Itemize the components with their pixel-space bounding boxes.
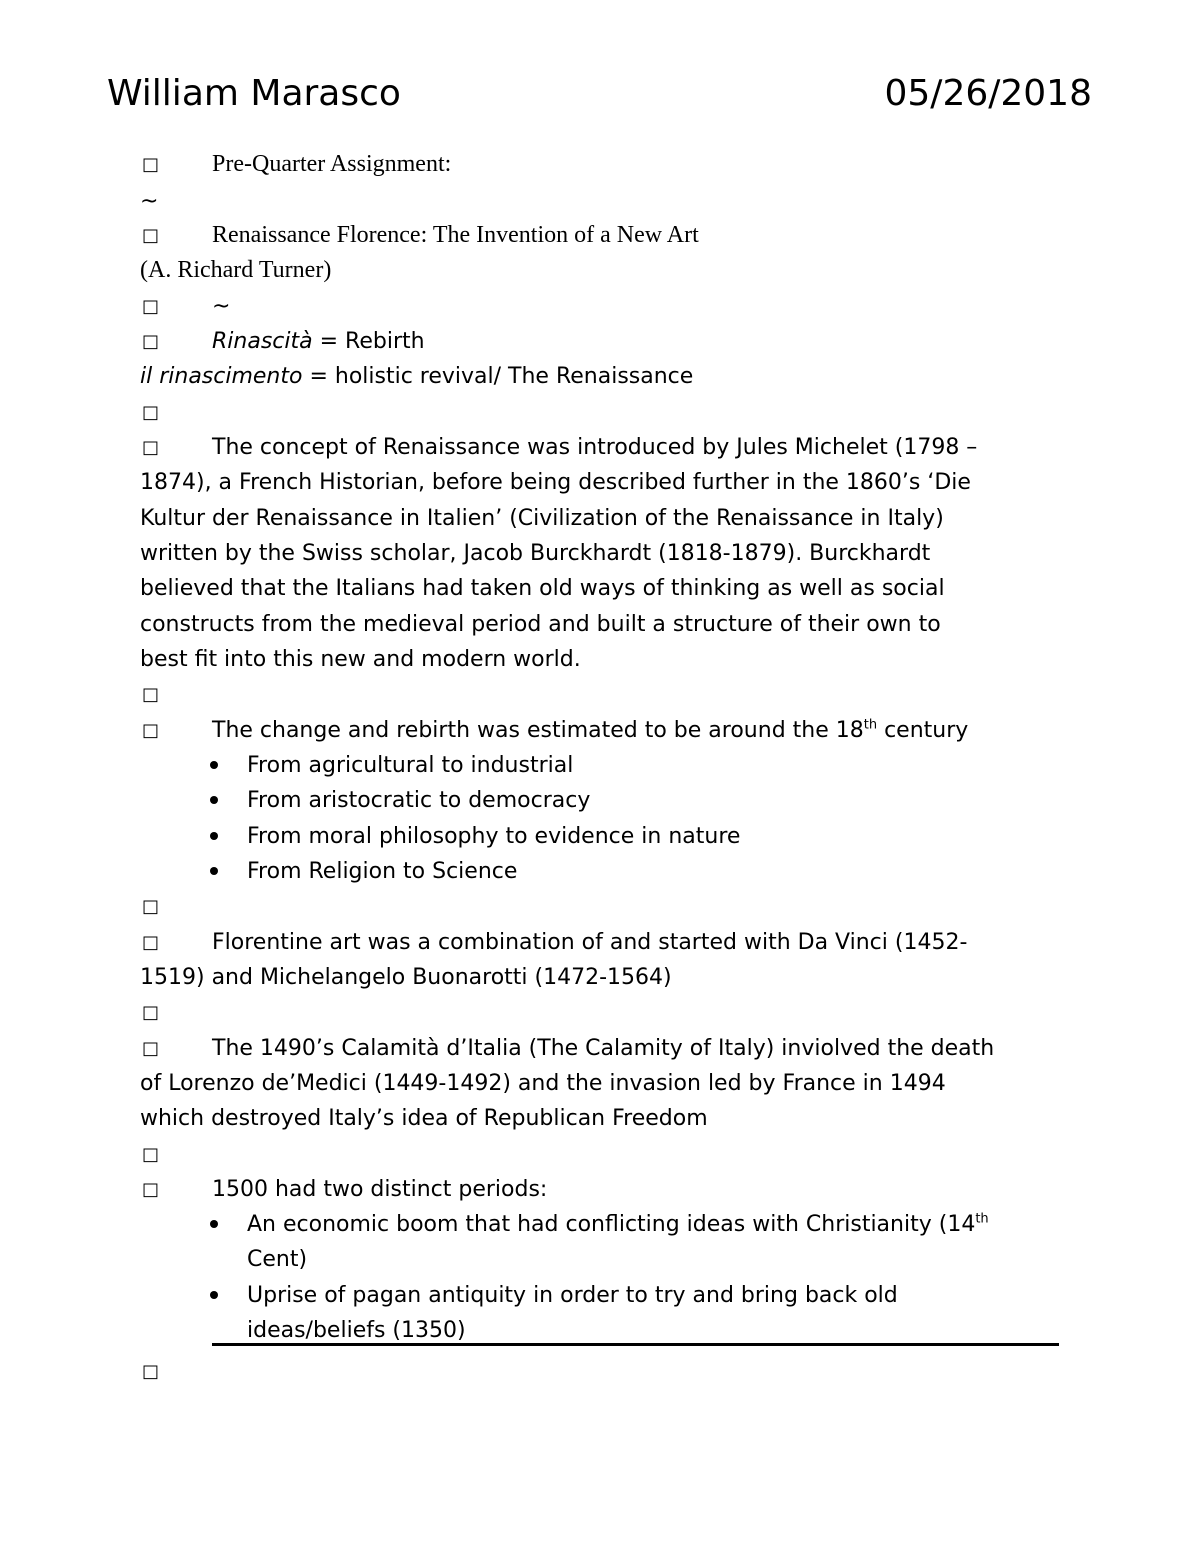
book-title: Renaissance Florence: The Invention of a New Art	[212, 222, 699, 248]
list-item: From Religion to Science	[247, 859, 518, 884]
document-date: 05/26/2018	[884, 73, 1092, 114]
list-item: From agricultural to industrial	[247, 753, 574, 778]
missing-glyph-icon: □	[142, 896, 160, 917]
periods-heading: 1500 had two distinct periods:	[212, 1177, 548, 1202]
change-text: The change and rebirth was estimated to be around the 18	[212, 718, 864, 743]
missing-glyph-icon: □	[142, 1361, 160, 1382]
bullet-icon	[210, 1220, 218, 1228]
missing-glyph-icon: □	[142, 225, 160, 246]
tilde-separator: ~	[140, 189, 159, 214]
tilde-separator: ~	[212, 294, 231, 319]
missing-glyph-icon: □	[142, 154, 160, 175]
author-name: William Marasco	[107, 73, 401, 114]
period-text: An economic boom that had conflicting ideas with Christianity (14	[247, 1212, 976, 1237]
horizontal-rule	[212, 1343, 1059, 1346]
bullet-icon	[210, 1291, 218, 1299]
book-author: (A. Richard Turner)	[140, 257, 332, 283]
calamity-line: which destroyed Italy’s idea of Republican Freedom	[140, 1106, 708, 1131]
bullet-icon	[210, 832, 218, 840]
ordinal-suffix: th	[863, 717, 878, 733]
missing-glyph-icon: □	[142, 684, 160, 705]
rinascimento-definition	[140, 359, 693, 394]
missing-glyph-icon: □	[142, 296, 160, 317]
bullet-icon	[210, 761, 218, 769]
list-item	[247, 1207, 989, 1242]
calamity-line: The 1490’s Calamità d’Italia (The Calamity of Italy) inviolved the death	[212, 1036, 995, 1061]
list-item: From moral philosophy to evidence in nature	[247, 824, 741, 849]
change-text-end: century	[877, 718, 969, 743]
missing-glyph-icon: □	[142, 720, 160, 741]
bullet-icon	[210, 796, 218, 804]
concept-line: Kultur der Renaissance in Italien’ (Civilization of the Renaissance in Italy)	[140, 506, 944, 531]
missing-glyph-icon: □	[142, 1002, 160, 1023]
concept-line: 1874), a French Historian, before being described further in the 1860’s ‘Die	[140, 470, 971, 495]
rinascimento-meaning: = holistic revival/ The Renaissance	[302, 364, 694, 389]
list-item: From aristocratic to democracy	[247, 788, 591, 813]
concept-line: constructs from the medieval period and built a structure of their own to	[140, 612, 941, 637]
calamity-line: of Lorenzo de’Medici (1449-1492) and the invasion led by France in 1494	[140, 1071, 946, 1096]
assignment-heading: Pre-Quarter Assignment:	[212, 151, 452, 177]
missing-glyph-icon: □	[142, 402, 160, 423]
rinascita-meaning: = Rebirth	[312, 329, 425, 354]
rinascita-term: Rinascità	[212, 329, 313, 354]
ordinal-suffix: th	[975, 1211, 989, 1227]
missing-glyph-icon: □	[142, 1038, 160, 1059]
missing-glyph-icon: □	[142, 932, 160, 953]
concept-line: The concept of Renaissance was introduced by Jules Michelet (1798 –	[212, 435, 978, 460]
florentine-line: 1519) and Michelangelo Buonarotti (1472-1564)	[140, 965, 672, 990]
list-item-continuation: Cent)	[247, 1247, 308, 1272]
concept-line: believed that the Italians had taken old ways of thinking as well as social	[140, 576, 945, 601]
missing-glyph-icon: □	[142, 1179, 160, 1200]
missing-glyph-icon: □	[142, 437, 160, 458]
list-item: Uprise of pagan antiquity in order to try and bring back old	[247, 1283, 898, 1308]
missing-glyph-icon: □	[142, 331, 160, 352]
list-item-continuation: ideas/beliefs (1350)	[247, 1318, 466, 1343]
bullet-icon	[210, 867, 218, 875]
rinascimento-term: il rinascimento	[140, 364, 303, 389]
concept-line: best fit into this new and modern world.	[140, 647, 581, 672]
florentine-line: Florentine art was a combination of and started with Da Vinci (1452-	[212, 930, 968, 955]
rinascita-definition	[212, 324, 425, 359]
concept-line: written by the Swiss scholar, Jacob Burckhardt (1818-1879). Burckhardt	[140, 541, 931, 566]
change-statement	[212, 713, 968, 748]
missing-glyph-icon: □	[142, 1144, 160, 1165]
